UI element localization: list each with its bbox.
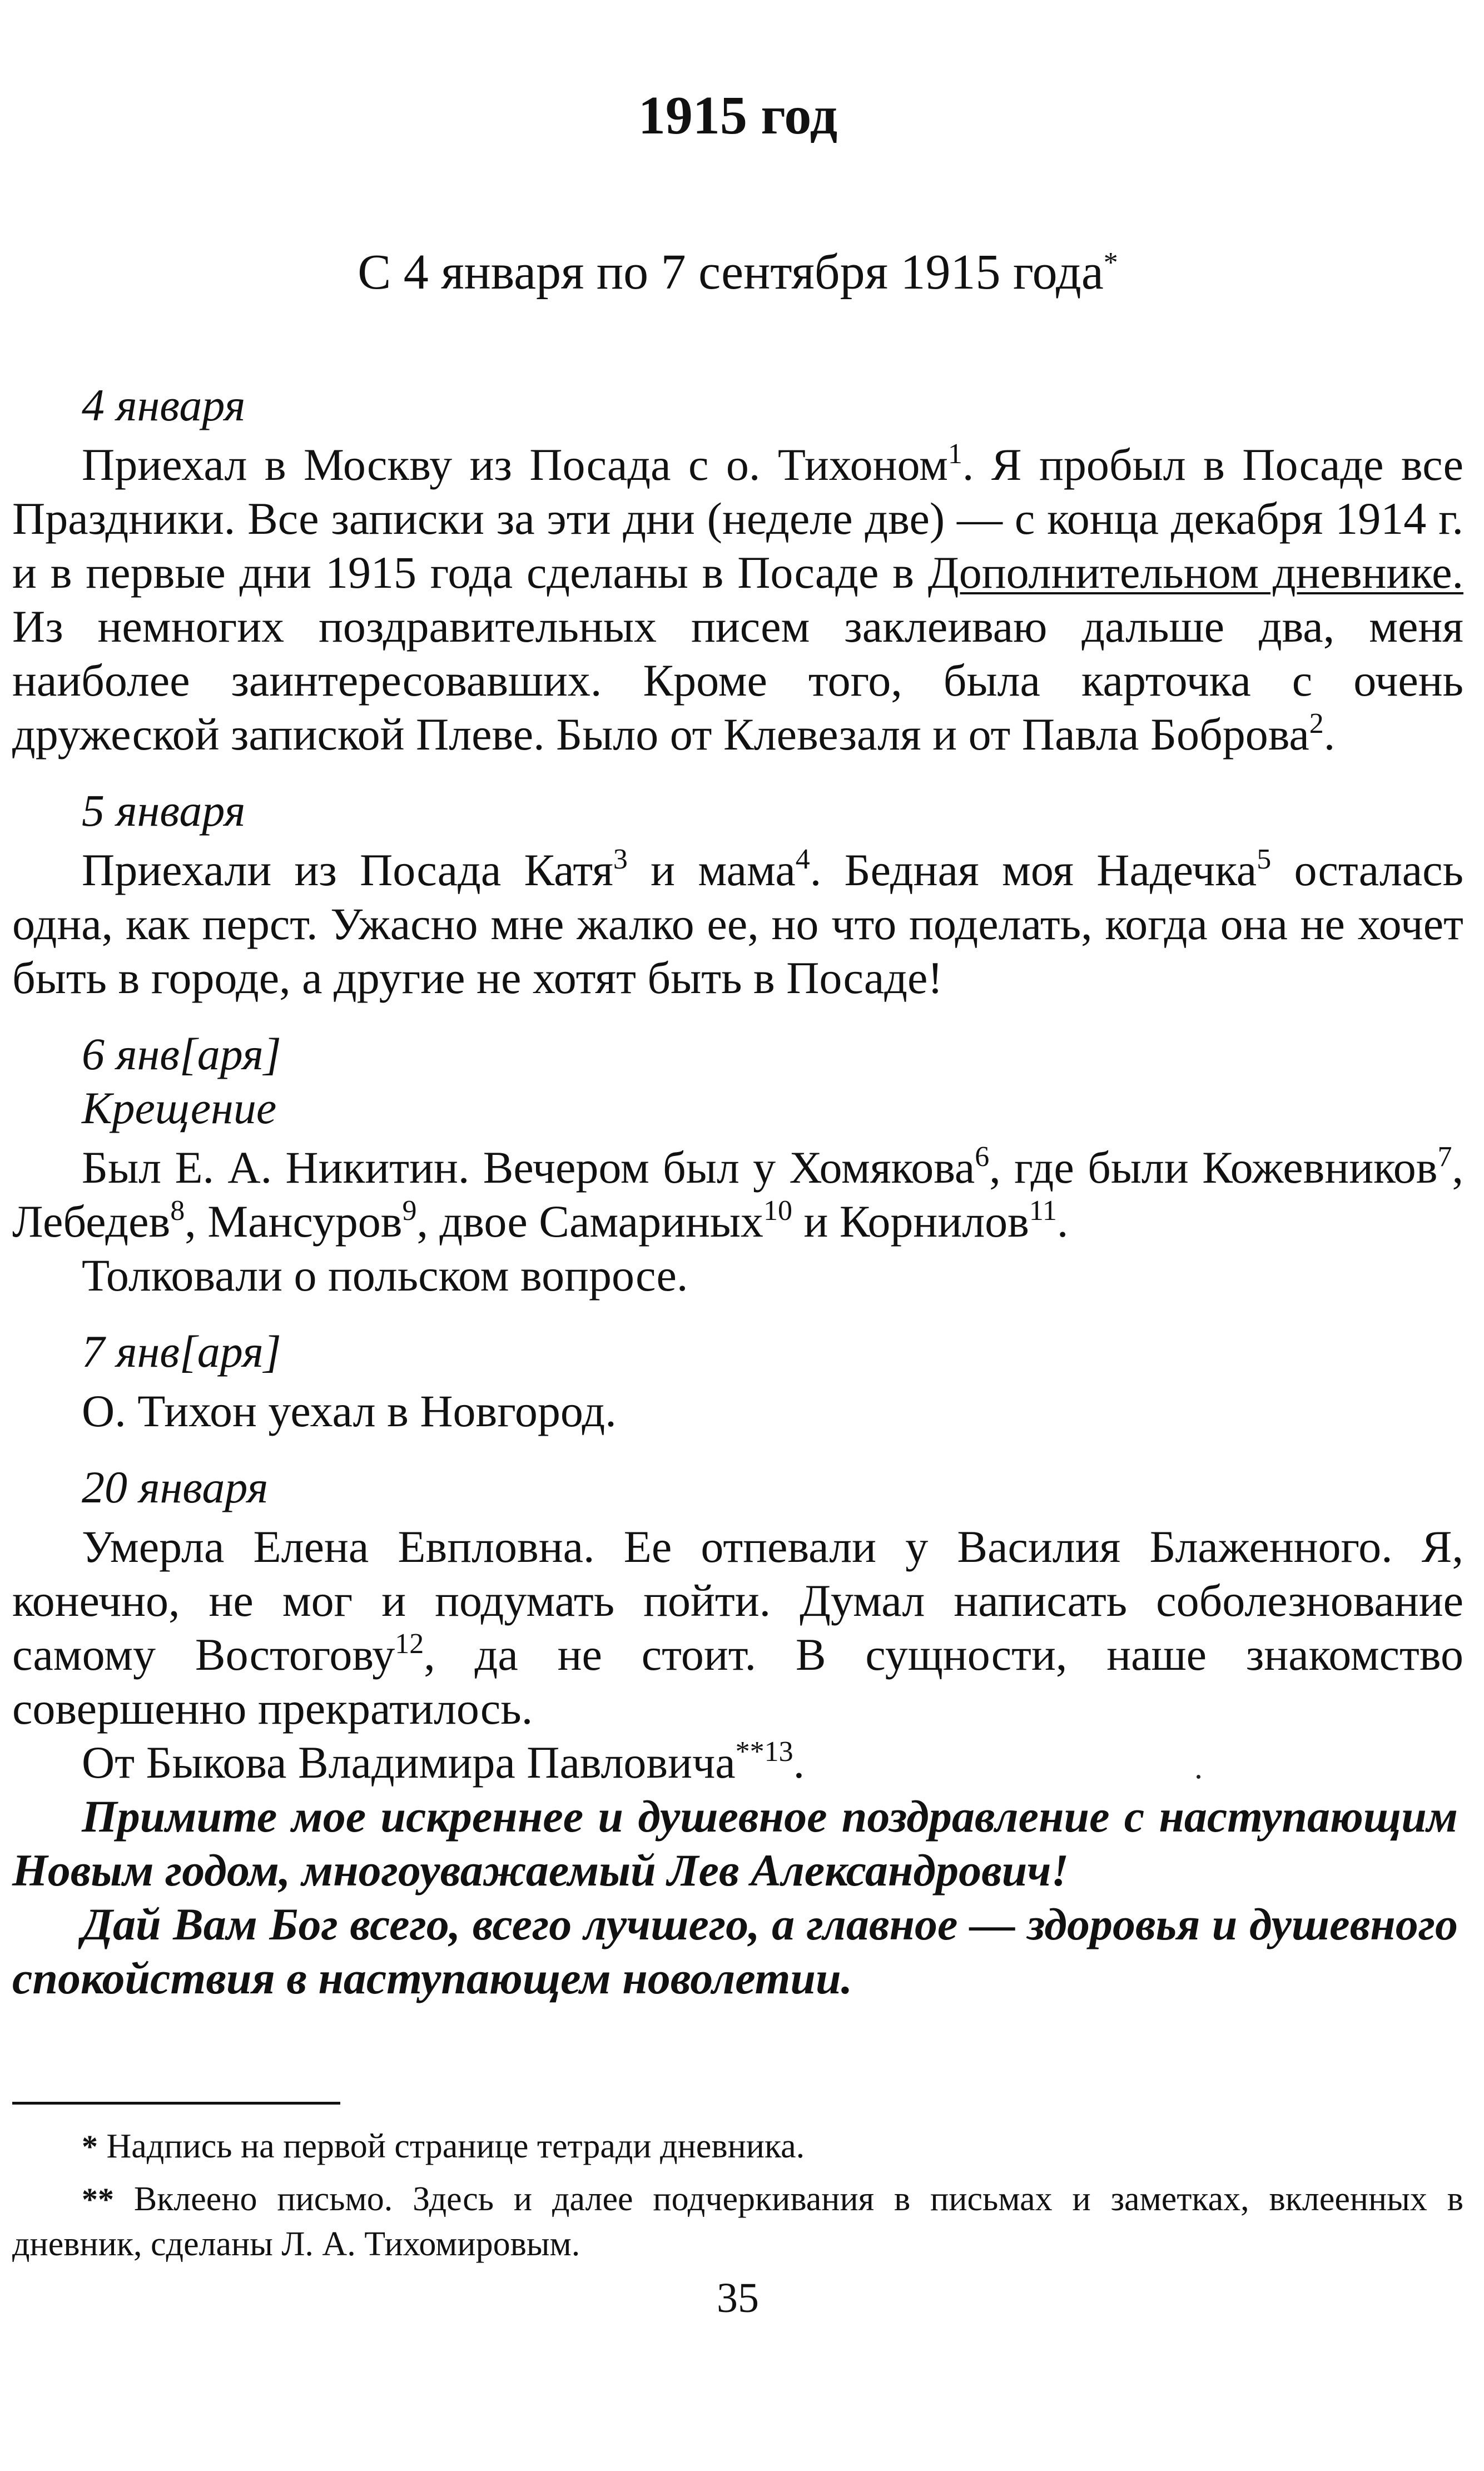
footnote-mark: * <box>82 2128 98 2165</box>
letter-quote: Примите мое искреннее и душевное поздравление с наступающим Новым годом, многоуважаемый Лев Александрович! <box>12 1791 1458 1896</box>
text-run: , Лебедев <box>12 1142 1463 1247</box>
text-run: . Я пробыл в Посаде все Праздники. Все записки за эти дни (неделе две) — с конца декабря 1914 г. и в первые дни 1915 года сделаны в Посаде в <box>12 439 1463 598</box>
entry-paragraph <box>12 1735 1463 1789</box>
underlined-text: Дополнительном дневнике. <box>927 547 1463 598</box>
subtitle-footnote-mark: * <box>1103 247 1118 279</box>
text-run: , где были Кожевников <box>989 1142 1438 1193</box>
footnote-ref: 1 <box>947 438 962 470</box>
footnote <box>12 2124 1463 2169</box>
book-page <box>12 0 1463 2471</box>
footnote-mark: ** <box>82 2181 114 2217</box>
footnote <box>12 2177 1463 2266</box>
text-run: Был Е. А. Никитин. Вечером был у Хомякова <box>82 1142 975 1193</box>
entry-date: 4 января <box>82 380 246 430</box>
entry-date: 20 января <box>82 1462 269 1512</box>
entry-paragraph <box>12 1140 1463 1248</box>
text-run: и мама <box>627 845 796 895</box>
footnote-ref: 3 <box>613 843 628 875</box>
text-run: , Мансуров <box>185 1196 403 1247</box>
entry-paragraph <box>12 438 1463 761</box>
text-run: , двое Самариных <box>416 1196 763 1247</box>
page-number: 35 <box>717 2275 759 2321</box>
diary-entry <box>12 1027 1463 1302</box>
entry-feast-day: Крещение <box>82 1083 277 1133</box>
footnote-ref: 12 <box>395 1628 424 1660</box>
entry-paragraph: Толковали о польском вопросе. <box>82 1250 688 1301</box>
text-run: . Бедная моя Надечка <box>810 845 1257 895</box>
chapter-title: 1915 год <box>638 86 838 146</box>
entry-date: 7 янв[аря] <box>82 1326 281 1377</box>
subtitle-text: С 4 января по 7 сентября 1915 года <box>358 245 1104 300</box>
text-run: Из немногих поздравительных писем заклеиваю дальше два, меня наиболее заинтересовавших. Кроме того, была карточка с очень дружеской запиской Плеве. Было от Клевезаля и от Павла Боброва <box>12 601 1463 760</box>
text-run: , да не стоит. В сущности, наше знакомство совершенно прекратилось. <box>12 1629 1463 1734</box>
text-run: осталась одна, как перст. Ужасно мне жалко ее, но что поделать, когда она не хочет быть в городе, а другие не хотят быть в Посаде! <box>12 845 1463 1003</box>
text-run: . <box>1323 709 1336 760</box>
text-run: . <box>1056 1196 1069 1247</box>
diary-entry <box>12 378 1463 761</box>
footnote-ref: 6 <box>975 1141 990 1173</box>
footnote-text: Вклеено письмо. Здесь и далее подчеркивания в письмах и заметках, вклеенных в дневник, сделаны Л. А. Тихомировым. <box>12 2180 1464 2263</box>
text-run: Умерла Елена Евпловна. Ее отпевали у Василия Блаженного. Я, конечно, не мог и подумать пойти. Думал написать соболезнование самому Востогову <box>12 1521 1463 1680</box>
footnote-ref: 8 <box>170 1195 185 1227</box>
footnote-text: Надпись на первой странице тетради дневника. <box>106 2127 805 2165</box>
text-run: . <box>793 1737 805 1788</box>
entry-paragraph: О. Тихон уехал в Новгород. <box>82 1386 617 1436</box>
entry-paragraph <box>12 1520 1463 1735</box>
footnotes <box>12 2124 1463 2274</box>
footnote-ref: 9 <box>402 1195 417 1227</box>
footnote-ref: 5 <box>1257 843 1272 875</box>
entry-date: 6 янв[аря] <box>82 1029 281 1079</box>
section-subtitle <box>12 242 1463 302</box>
text-run: От Быкова Владимира Павловича <box>82 1737 736 1788</box>
diary-body <box>12 378 1463 2027</box>
entry-date: 5 января <box>82 785 246 836</box>
text-run: Приехали из Посада Катя <box>82 845 613 895</box>
entry-paragraph <box>12 843 1463 1005</box>
diary-entry <box>12 1460 1463 2005</box>
footnote-ref: 2 <box>1309 708 1324 740</box>
footnote-ref: 7 <box>1437 1141 1452 1173</box>
print-speck <box>1197 1775 1200 1779</box>
text-run: Приехал в Москву из Посада с о. Тихоном <box>82 439 948 490</box>
text-run: и Корнилов <box>792 1196 1029 1247</box>
footnote-ref: 10 <box>763 1195 792 1227</box>
footnote-divider <box>12 2102 340 2105</box>
diary-entry <box>12 783 1463 1005</box>
footnote-ref: 11 <box>1029 1195 1057 1227</box>
footnote-ref: **13 <box>735 1736 793 1768</box>
letter-quote: Дай Вам Бог всего, всего лучшего, а главное — здоровья и душевного спокойствия в наступающем новолетии. <box>12 1899 1458 2003</box>
footnote-ref: 4 <box>795 843 810 875</box>
diary-entry <box>12 1324 1463 1438</box>
